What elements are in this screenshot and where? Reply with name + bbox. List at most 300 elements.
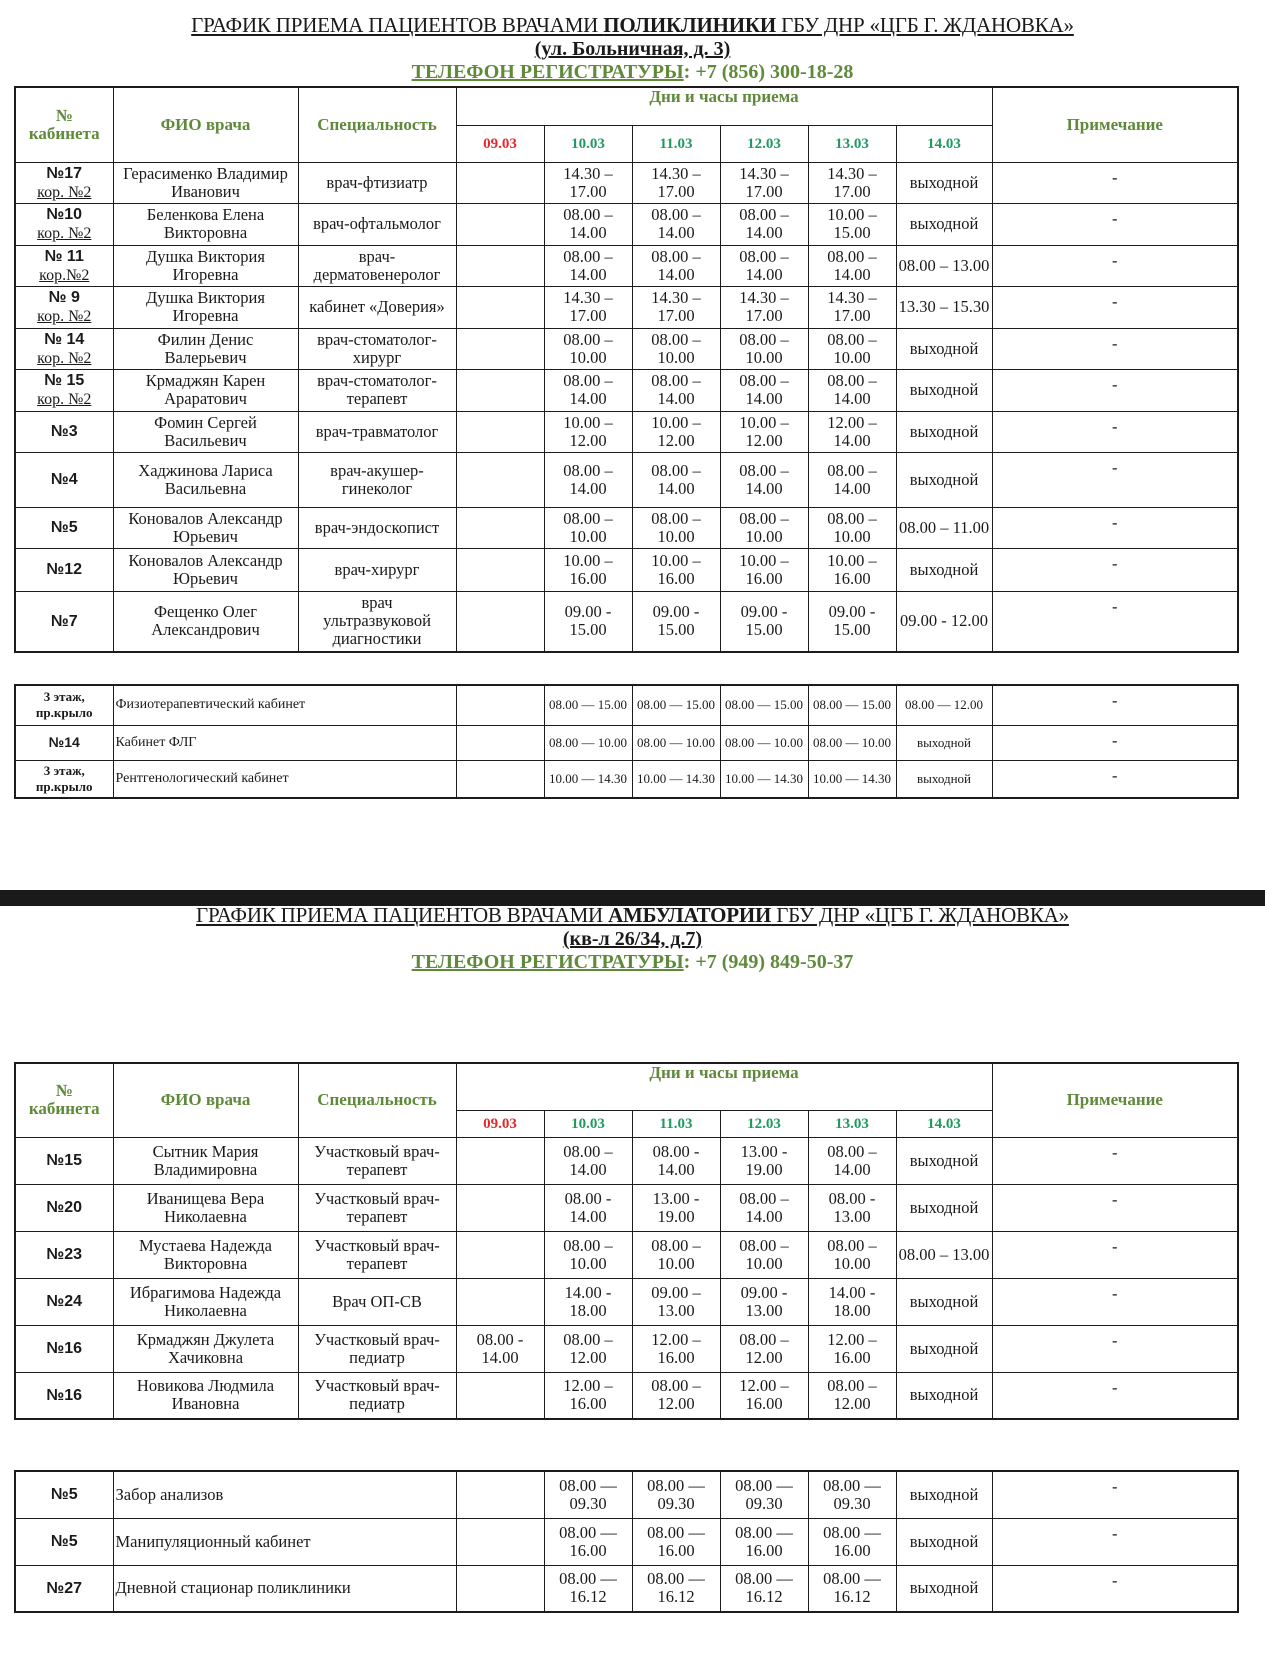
schedule-time: 17.00 [745,306,783,325]
schedule-time: 14.00 [569,478,607,498]
header-days-group: Дни и часы приема [456,1063,992,1110]
cabinet-number [15,591,113,652]
schedule-cell [456,1231,544,1278]
schedule-time: 08.00 — 15.00 [725,697,803,713]
schedule-cell [456,760,544,798]
schedule-cell [456,685,544,725]
schedule-time: 08.00 — [559,1569,617,1589]
schedule-time: 13.00 - [740,1141,788,1161]
schedule-cell [544,760,632,798]
specialty-line: кабинет «Доверия» [309,297,445,316]
schedule-time: 14.00 [833,389,871,408]
schedule-time: 08.00 – [739,205,789,224]
note-cell: - [992,328,1238,369]
schedule-time: 15.00 [657,620,695,640]
service-name: Кабинет ФЛГ [113,725,456,760]
polyclinic-phone [0,61,1265,84]
phone-label: ТЕЛЕФОН РЕГИСТРАТУРЫ [411,61,684,83]
cabinet-label: № 14 [44,330,85,348]
schedule-time: 16.00 [833,1347,871,1367]
schedule-cell [456,725,544,760]
specialty [298,1231,456,1278]
specialty [298,1325,456,1372]
cabinet-number [15,1325,113,1372]
table-row [15,1372,1238,1419]
schedule-cell [896,1518,992,1565]
schedule-time: 14.00 [745,264,783,284]
schedule-time: 14.00 [833,430,871,450]
doctor-name-line: Николаевна [164,1300,247,1320]
schedule-cell [632,369,720,411]
phone-number: : +7 (856) 300-18-28 [683,61,854,83]
schedule-time: 10.00 – [739,550,789,570]
doctor-name-line: Ибрагимова Надежда [129,1282,282,1302]
schedule-cell [896,452,992,507]
schedule-time: 08.00 — [823,1522,881,1542]
doctor-name [113,1184,298,1231]
note-cell: - [992,411,1238,452]
schedule-time: 16.00 [833,1540,871,1560]
table-row [15,760,1238,798]
cabinet-number [15,328,113,369]
schedule-cell [720,507,808,548]
header-date: 09.03 [456,125,544,162]
doctor-name-line: Коновалов Александр [128,508,283,528]
schedule-time: 10.00 – [827,205,877,224]
schedule-time: выходной [909,1578,979,1598]
schedule-time: 16.00 [569,1540,607,1560]
schedule-time: 08.00 – [739,1329,789,1349]
schedule-time: 17.00 [569,181,607,201]
header-date: 13.03 [808,1110,896,1137]
schedule-cell [632,411,720,452]
schedule-cell [896,1372,992,1419]
schedule-cell [544,369,632,411]
doctor-name-line: Васильевна [164,478,247,498]
schedule-cell [456,162,544,203]
cabinet-number [15,1518,113,1565]
schedule-cell [896,328,992,369]
schedule-time: 12.00 – [651,1329,701,1349]
cabinet-label: пр.крыло [35,705,93,721]
schedule-time: выходной [909,1291,979,1311]
schedule-time: 09.00 - [564,602,612,622]
schedule-cell [808,203,896,245]
schedule-cell [896,548,992,591]
header-doctor: ФИО врача [113,87,298,162]
schedule-time: 08.00 — 15.00 [813,697,891,713]
specialty-line: Участковый врач- [314,1141,440,1161]
header-date: 10.03 [544,125,632,162]
specialty-line: Участковый врач- [314,1329,440,1349]
specialty-line: Участковый врач- [314,1376,440,1396]
schedule-time: 14.00 [569,1159,607,1179]
schedule-cell [896,725,992,760]
cabinet-label: №4 [50,471,78,488]
schedule-time: 10.00 – [651,412,701,432]
table-row [15,162,1238,203]
schedule-time: 12.00 – [563,1376,613,1396]
schedule-cell [456,328,544,369]
specialty-line: терапевт [346,1159,408,1179]
schedule-cell [456,507,544,548]
schedule-time: выходной [916,734,972,750]
header-label: № [55,1081,73,1101]
title-bold-text: ПОЛИКЛИНИКИ [603,13,777,37]
schedule-time: выходной [909,1338,979,1358]
specialty [298,591,456,652]
schedule-time: 12.00 [569,430,607,450]
specialty [298,1278,456,1325]
schedule-time: 16.00 [569,1394,607,1414]
schedule-time: 09.00 - [652,602,700,622]
doctor-name-line: Игоревна [172,264,239,284]
schedule-cell [456,591,544,652]
schedule-time: выходной [909,380,979,399]
specialty-line: терапевт [346,1206,408,1226]
schedule-time: 18.00 [833,1300,871,1320]
header-doctor: ФИО врача [113,1063,298,1137]
schedule-time: 15.00 [569,620,607,640]
schedule-time: 08.00 — [823,1475,881,1495]
schedule-cell [720,548,808,591]
specialty [298,1372,456,1419]
schedule-time: 08.00 – [651,1376,701,1396]
doctor-name-line: Викторовна [163,223,248,242]
schedule-time: 14.30 – [827,288,877,307]
schedule-time: 08.00 — [647,1475,705,1495]
header-specialty: Специальность [298,87,456,162]
schedule-time: 10.00 [833,347,871,367]
doctor-name-line: Мустаева Надежда [139,1235,272,1255]
specialty-line: дерматовенеролог [313,264,441,284]
schedule-cell [632,548,720,591]
cabinet-number [15,685,113,725]
schedule-cell [632,725,720,760]
schedule-time: 14.00 [657,264,695,284]
specialty-line: Участковый врач- [314,1188,440,1208]
note-cell: - [992,245,1238,286]
doctor-name-line: Валерьевич [164,347,247,367]
doctor-name-line: Фомин Сергей [154,412,257,432]
header-label: кабинета [28,123,100,143]
cabinet-label: №17 [46,164,83,182]
schedule-time: выходной [909,338,979,358]
cabinet-number [15,245,113,286]
schedule-time: 09.00 - [740,1282,788,1302]
cabinet-number [15,1372,113,1419]
schedule-cell [632,1518,720,1565]
schedule-time: 08.00 — [647,1522,705,1542]
doctor-name-line: Герасименко Владимир [123,163,288,183]
schedule-cell [720,452,808,507]
schedule-time: 14.00 [481,1347,519,1367]
note-cell: - [992,1518,1238,1565]
doctor-name-line: Беленкова Елена [146,205,265,224]
schedule-time: 13.00 [745,1300,783,1320]
header-date: 09.03 [456,1110,544,1137]
schedule-time: 17.00 [745,181,783,201]
cabinet-label: №12 [46,561,83,578]
schedule-time: 10.00 [569,526,607,546]
schedule-cell [632,162,720,203]
schedule-cell [808,369,896,411]
schedule-time: 08.00 – [563,1141,613,1161]
schedule-time: 08.00 – [563,371,613,390]
doctor-name-line: Новикова Людмила [136,1376,275,1396]
doctor-name-line: Коновалов Александр [128,550,283,570]
schedule-cell [896,203,992,245]
specialty-line: хирург [352,347,402,367]
schedule-cell [544,1372,632,1419]
schedule-cell [808,548,896,591]
schedule-time: 08.00 — 10.00 [549,734,627,750]
schedule-cell [808,591,896,652]
cabinet-label: №3 [50,423,78,440]
schedule-time: 17.00 [657,306,695,325]
polyclinic-title [0,13,1265,38]
specialty [298,1184,456,1231]
schedule-cell [456,1518,544,1565]
schedule-cell [632,507,720,548]
specialty [298,162,456,203]
schedule-time: 14.00 - [828,1282,876,1302]
schedule-time: 10.00 – [651,550,701,570]
schedule-cell [544,1325,632,1372]
schedule-cell [720,286,808,328]
schedule-time: 09.30 [833,1493,871,1513]
schedule-time: 08.00 – [827,1376,877,1396]
schedule-cell [720,1325,808,1372]
schedule-cell [456,1565,544,1612]
schedule-time: 08.00 – [563,1329,613,1349]
schedule-cell [896,1231,992,1278]
note-cell: - [992,548,1238,591]
specialty-line: диагностики [332,629,422,649]
building-label: кор. №2 [37,225,92,242]
schedule-cell [896,591,992,652]
cabinet-label: №5 [50,1533,78,1550]
building-label: кор. №2 [37,183,92,201]
table-row [15,1325,1238,1372]
schedule-cell [808,1231,896,1278]
schedule-cell [808,452,896,507]
schedule-time: 08.00 – [563,460,613,480]
specialty [298,411,456,452]
specialty-line: врач [361,593,393,613]
schedule-time: выходной [909,469,979,489]
schedule-cell [544,548,632,591]
header-label: кабинета [28,1099,100,1119]
specialty [298,369,456,411]
phone-number: : +7 (949) 849-50-37 [683,951,854,973]
schedule-cell [720,245,808,286]
doctor-name-line: Хаджинова Лариса [138,460,273,480]
doctor-name [113,1137,298,1184]
schedule-cell [808,507,896,548]
schedule-cell [808,328,896,369]
schedule-time: 19.00 [657,1206,695,1226]
cabinet-label: № 15 [44,372,85,389]
specialty-line: врач-эндоскопист [314,517,440,537]
cabinet-label: № 9 [48,289,80,306]
header-note: Примечание [992,1063,1238,1137]
specialty [298,203,456,245]
schedule-time: 14.30 – [739,163,789,183]
schedule-time: 14.00 [745,389,783,408]
cabinet-number [15,411,113,452]
doctor-name-line: Юрьевич [173,526,238,546]
schedule-time: 12.00 [569,1347,607,1367]
schedule-time: 16.00 [745,1540,783,1560]
specialty-line: педиатр [349,1347,405,1367]
service-name: Дневной стационар поликлиники [113,1565,456,1612]
schedule-time: 12.00 – [739,1376,789,1396]
cabinet-label: №16 [46,1340,83,1357]
header-specialty: Специальность [298,1063,456,1137]
schedule-cell [632,1184,720,1231]
schedule-time: 14.00 [745,1206,783,1226]
schedule-cell [720,591,808,652]
cabinet-number [15,1471,113,1518]
specialty-line: Врач ОП-СВ [332,1291,422,1311]
schedule-cell [632,1325,720,1372]
doctor-name [113,411,298,452]
cabinet-label: №27 [46,1579,83,1597]
schedule-cell [720,1231,808,1278]
header-date: 12.03 [720,125,808,162]
schedule-cell [544,507,632,548]
doctor-name-line: Иванищева Вера [146,1188,265,1208]
schedule-cell [896,760,992,798]
schedule-time: 08.00 – 13.00 [898,255,990,275]
schedule-time: 10.00 [745,526,783,546]
schedule-time: 15.00 [833,620,871,640]
polyclinic-schedule-table [14,86,1239,653]
schedule-cell [896,411,992,452]
table-row [15,411,1238,452]
doctor-name [113,369,298,411]
table-row [15,1565,1238,1612]
schedule-cell [808,685,896,725]
table-row [15,1184,1238,1231]
schedule-time: 08.00 – [563,205,613,224]
schedule-cell [808,162,896,203]
schedule-cell [456,286,544,328]
schedule-time: 13.30 – 15.30 [898,297,990,316]
schedule-time: 10.00 — 14.30 [813,770,891,786]
schedule-time: 14.30 – [651,163,701,183]
table-row [15,591,1238,652]
schedule-cell [896,286,992,328]
schedule-time: 08.00 — [735,1569,793,1589]
header-date: 13.03 [808,125,896,162]
cabinet-label: №16 [46,1386,83,1404]
header-date: 11.03 [632,125,720,162]
schedule-cell [456,1325,544,1372]
schedule-time: 17.00 [569,306,607,325]
doctor-name-line: Ивановна [171,1394,240,1414]
specialty [298,328,456,369]
schedule-cell [544,245,632,286]
title-text: ГРАФИК ПРИЕМА ПАЦИЕНТОВ ВРАЧАМИ [196,903,609,927]
cabinet-number [15,1184,113,1231]
schedule-time: 08.00 — 10.00 [813,734,891,750]
cabinet-label: №23 [46,1246,83,1263]
title-text: ГБУ ДНР «ЦГБ Г. ЖДАНОВКА» [771,903,1069,927]
schedule-time: 18.00 [569,1300,607,1320]
schedule-cell [896,1278,992,1325]
note-cell: - [992,1137,1238,1184]
schedule-time: 10.00 [833,526,871,546]
schedule-time: 14.00 [569,389,607,408]
doctor-name [113,1325,298,1372]
specialty-line: врач-стоматолог- [317,329,437,349]
schedule-time: выходной [909,1484,979,1504]
specialty [298,507,456,548]
specialty [298,452,456,507]
schedule-cell [632,1372,720,1419]
schedule-time: 08.00 — [559,1475,617,1495]
schedule-time: 14.00 [657,389,695,408]
schedule-time: 08.00 - [828,1188,876,1208]
cabinet-number [15,452,113,507]
service-name: Забор анализов [113,1471,456,1518]
doctor-name-line: Игоревна [172,306,239,325]
ambulatory-phone [0,951,1265,974]
doctor-name [113,203,298,245]
schedule-cell [544,685,632,725]
doctor-name [113,507,298,548]
table-row [15,548,1238,591]
cabinet-number [15,1278,113,1325]
header-note: Примечание [992,87,1238,162]
note-cell: - [992,286,1238,328]
specialty-line: врач-акушер- [330,460,424,480]
doctor-name [113,591,298,652]
doctor-name-line: Александрович [151,620,260,640]
note-cell: - [992,1565,1238,1612]
schedule-cell [632,591,720,652]
schedule-cell [544,452,632,507]
schedule-time: 12.00 – [827,412,877,432]
schedule-cell [720,1471,808,1518]
schedule-time: 08.00 – [739,1235,789,1255]
note-cell: - [992,725,1238,760]
specialty-line: врач-хирург [334,559,420,579]
schedule-cell [544,1471,632,1518]
schedule-cell [720,1372,808,1419]
schedule-cell [544,1231,632,1278]
schedule-cell [720,328,808,369]
schedule-time: 08.00 – [739,460,789,480]
schedule-cell [720,1137,808,1184]
schedule-time: 10.00 [569,1253,607,1273]
schedule-time: 16.00 [833,568,871,588]
doctor-name-line: Душка Виктория [146,288,265,307]
schedule-cell [632,760,720,798]
schedule-time: 10.00 – [563,550,613,570]
header-date: 10.03 [544,1110,632,1137]
schedule-cell [720,369,808,411]
schedule-cell [456,369,544,411]
schedule-time: 08.00 – [827,1141,877,1161]
schedule-cell [544,1137,632,1184]
schedule-time: 12.00 [745,1347,783,1367]
table-row [15,1137,1238,1184]
schedule-cell [544,286,632,328]
table-row [15,286,1238,328]
